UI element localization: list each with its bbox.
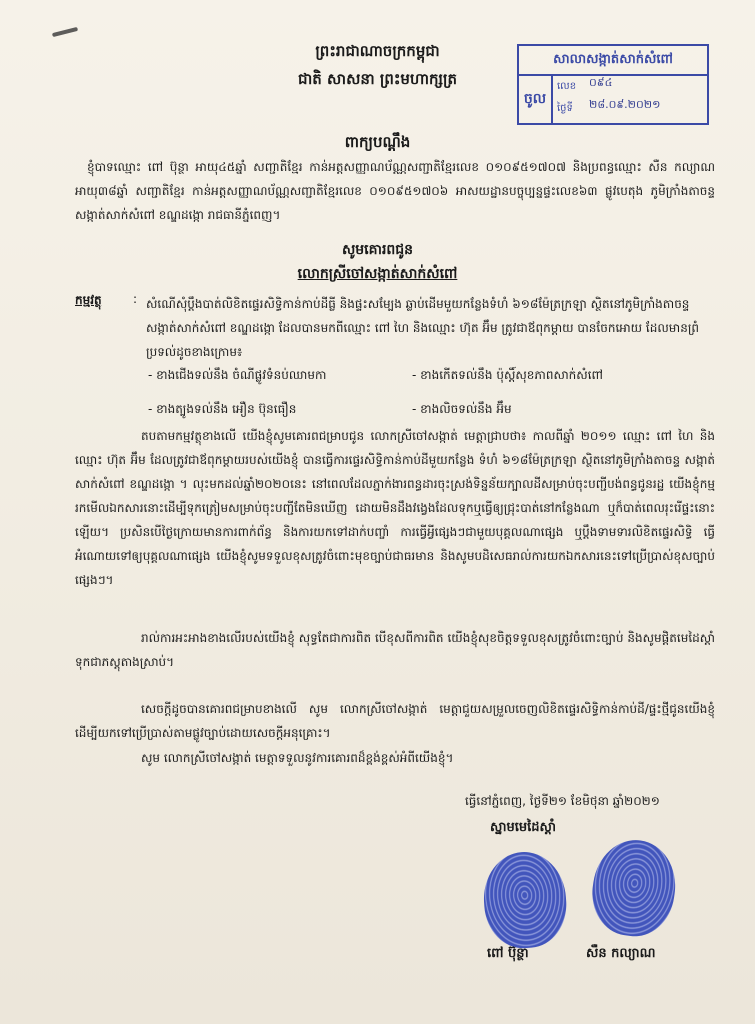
intro-paragraph: ខ្ញុំបាទឈ្មោះ ពៅ ប៊ុន្ថា អាយុ៤៥ឆ្នាំ សញ្ជាតិខ្មែរ កាន់អត្តសញ្ញាណប័ណ្ណសញ្ជាតិខ្មែរលេខ ០១០៩៥១៧០៧ និងប្រពន្ធឈ្មោះ សឺន កល្យាណ អាយុ៣៨ឆ្នាំ សញ្ជាតិខ្មែរ កាន់អត្តសញ្ញាណប័ណ្ណសញ្ជាតិខ្មែរលេខ ០១០៩៥១៧០៦ អាសយដ្ឋានបច្ចុប្បន្នផ្ទះលេខ៦៣ ផ្លូវបេតុង ភូមិក្រាំងតាចន្ទ សង្កាត់សាក់សំពៅ ខណ្ឌដង្កោ រាជធានីភ្នំពេញ។ — [75, 160, 715, 222]
boundary-south: - ខាងត្បូងទល់នឹង អឿន ប៊ុនធឿន — [148, 402, 297, 416]
addressee: លោកស្រីចៅសង្កាត់សាក់សំពៅ — [297, 266, 458, 282]
request-paragraph: សេចក្តីដូចបានគោរពជម្រាបខាងលើ សូម លោកស្រីចៅសង្កាត់ មេត្តាជួយសម្រួលចេញលិខិតផ្ទេរសិទ្ធិកាន់កាប់ដី/ផ្ទះថ្មីជូនយើងខ្ញុំ ដើម្បីយកទៅប្រើប្រាស់តាមផ្លូវច្បាប់ដោយសេចក្តីអនុគ្រោះ។ — [75, 702, 715, 740]
signer-name-1: ពៅ ប៊ុន្ថា — [487, 946, 529, 961]
thumbprint-2-icon — [587, 835, 682, 941]
body-paragraph: តបតាមកម្មវត្ថុខាងលើ យើងខ្ញុំសូមគោរពជម្រាបជូន លោកស្រីចៅសង្កាត់ មេត្តាជ្រាបថា៖ កាលពីឆ្នាំ ២០១១ ឈ្មោះ ពៅ ហៃ និងឈ្មោះ ហ៊ុត អ៊ឹម ដែលត្រូវជាឪពុកម្តាយរបស់យើងខ្ញុំ បានធ្វើការផ្ទេរសិទ្ធិកាន់កាប់ដីមួយកន្លែង ទំហំ ៦១៨ម៉ែត្រក្រឡា ស្ថិតនៅភូមិក្រាំងតាចន្ទ សង្កាត់សាក់សំពៅ ខណ្ឌដង្កោ ។ លុះមកដល់ឆ្នាំ២០២០នេះ នៅពេលដែលភ្នាក់ងារពន្ធដារចុះស្រង់ទិន្នន័យក្បាលដីសម្រាប់ចុះបញ្ជីបង់ពន្ធជូនរដ្ឋ យើងខ្ញុំកម្មរកមើលឯកសារនោះដើម្បីទុកត្រៀមសម្រាប់ចុះបញ្ជីតែមិនឃើញ ដោយមិនដឹងវង្វេងដែលទុកឬធ្វើឲ្យជ្រុះបាត់នៅកន្លែងណា ឬក៏បាត់ពេលរុះរើផ្ទះនោះឡើយ។ ប្រសិនបើថ្ងៃក្រោយមានការពាក់ព័ន្ធ និងការយកទៅដាក់បញ្ចាំ ការធ្វើអ្វីផ្សេងៗជាមួយបុគ្គលណាផ្សេង ឬប្តឹងទាមទារលិខិតផ្ទេរសិទ្ធិ ធ្វើអំណោយទៅឲ្យបុគ្គលណាផ្សេង យើងខ្ញុំសូមទទួលខុសត្រូវចំពោះមុខច្បាប់ជាធរមាន និងសូមបដិសេធរាល់ការយកឯកសារនេះទៅប្រើប្រាស់ខុសច្បាប់ផ្សេងៗ។ — [75, 429, 715, 587]
stamp-office-name: សាលាសង្កាត់សាក់សំពៅ — [519, 46, 707, 76]
date-line: ធ្វើនៅភ្នំពេញ, ថ្ងៃទី២១ ខែមិថុនា ឆ្នាំ២០២១ — [465, 794, 660, 808]
subject-colon: : — [133, 292, 138, 306]
stamp-number-label: លេខ — [557, 81, 577, 92]
signer-name-2: សឺន កល្យាណ — [586, 946, 656, 961]
received-stamp — [517, 44, 709, 125]
stamp-date-label: ថ្ងៃទី — [557, 103, 573, 114]
national-motto: ជាតិ សាសនា ព្រះមហាក្សត្រ — [298, 70, 457, 88]
pen-mark — [52, 27, 78, 37]
boundary-north: - ខាងជើងទល់នឹង ចំណីផ្លូវទំនប់ឈាមកា — [148, 368, 327, 382]
attestation-paragraph: រាល់ការអះអាងខាងលើរបស់យើងខ្ញុំ សុទ្ធតែជាការពិត បើខុសពីការពិត យើងខ្ញុំសុខចិត្តទទួលខុសត្រូវចំពោះច្បាប់ និងសូមផ្តិតមេដៃស្តាំទុកជាភស្តុតាងស្រាប់។ — [75, 631, 715, 669]
document-title: ពាក្យបណ្តឹង — [344, 133, 411, 151]
kingdom-heading: ព្រះរាជាណាចក្រកម្ពុជា — [315, 42, 440, 60]
stamp-number-value: ០៩៤ — [589, 76, 613, 89]
boundary-west: - ខាងលិចទល់នឹង អ៊ឹម — [412, 402, 512, 416]
salutation: សូមគោរពជូន — [341, 242, 414, 258]
stamp-received-label: ចូល — [519, 76, 553, 123]
subject-text: សំណើសុំប្តឹងបាត់លិខិតផ្ទេរសិទ្ធិកាន់កាប់ដីធ្លី និងផ្ទះសម្បែង ឆ្លាប់ដើមមួយកន្លែងទំហំ ៦១៨ម៉ែត្រក្រឡា ស្ថិតនៅភូមិក្រាំងតាចន្ទ សង្កាត់សាក់សំពៅ ខណ្ឌដង្កោ ដែលបានមកពីឈ្មោះ ពៅ ហៃ និងឈ្មោះ ហ៊ុត អ៊ឹម ត្រូវជាឪពុកម្តាយ បានចែកអោយ ដែលមានព្រំប្រទល់ដូចខាងក្រោម៖ — [146, 297, 700, 359]
subject-label: កម្មវត្ថុ — [75, 293, 102, 307]
closing-paragraph: សូម លោកស្រីចៅសង្កាត់ មេត្តាទទួលនូវការគោរពដ៏ខ្ពង់ខ្ពស់អំពីយើងខ្ញុំ។ — [141, 751, 454, 765]
boundary-east: - ខាងកើតទល់នឹង ប៉ុស្តិ៍សុខភាពសាក់សំពៅ — [412, 368, 603, 382]
signature-label: ស្នាមមេដៃស្តាំ — [490, 820, 557, 835]
thumbprint-1-icon — [481, 849, 569, 950]
stamp-date-value: ២៨.០៩.២០២១ — [589, 98, 661, 111]
